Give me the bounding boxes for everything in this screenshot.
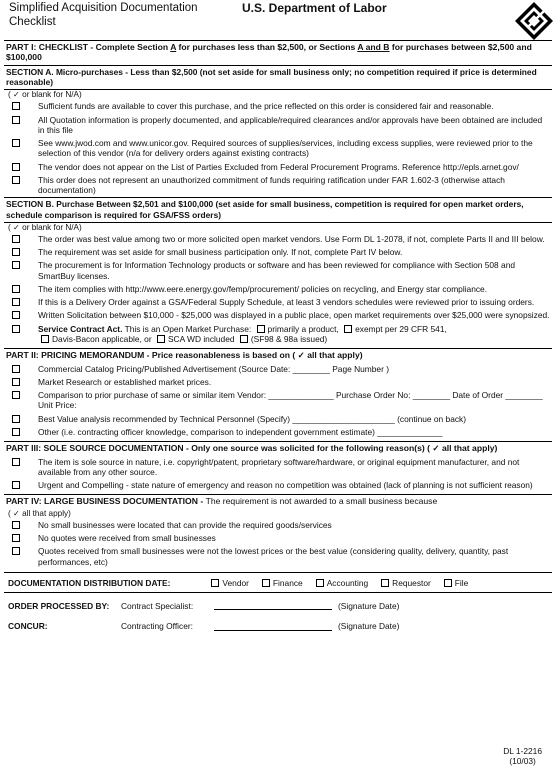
- sectionB-item-5: [4, 296, 552, 309]
- checkbox[interactable]: [12, 311, 20, 319]
- item-text: Quotes received from small businesses were not the lowest prices or the best value (considering quality, delivery, quantity, past performances, etc): [38, 546, 509, 567]
- part4-title: [4, 495, 552, 508]
- part4-item-3: [4, 545, 552, 569]
- concur-row: [4, 618, 552, 634]
- part2-item-3: [4, 389, 552, 413]
- dol-logo-icon: [514, 1, 554, 41]
- part4-hint: ( ✓ all that apply): [8, 508, 71, 518]
- item-text: The vendor does not appear on the List of Parties Excluded from Federal Procurement Programs. Reference http://epls.arnet.gov/: [38, 161, 519, 172]
- checkbox[interactable]: [12, 116, 20, 124]
- option-requestor: Requestor: [392, 577, 431, 588]
- checkbox[interactable]: [12, 102, 20, 110]
- item-text: Urgent and Compelling - state nature of emergency and reason no competition was obtained (lack of planning is not sufficient reason): [38, 480, 533, 491]
- sectionB-item-3: [4, 259, 552, 283]
- checkbox[interactable]: [12, 415, 20, 423]
- requestor-checkbox[interactable]: [381, 579, 389, 587]
- sectionA-item-2: [4, 114, 552, 138]
- document-title: [9, 2, 198, 30]
- sectionA-item-3: [4, 137, 552, 161]
- processed-by-row: [4, 598, 552, 614]
- checkbox[interactable]: [12, 458, 20, 466]
- form-footer: [503, 746, 542, 766]
- part3-item-2: [4, 479, 552, 492]
- sectionA-title: SECTION A. Micro-purchases - Less than $2,500 (not set aside for small business only; no competition required if price is determined reasonable): [6, 66, 537, 88]
- title-line-2: Checklist: [9, 15, 56, 28]
- service-option-4: SCA WD included: [167, 333, 235, 344]
- item-text: No quotes were received from small businesses: [38, 533, 216, 544]
- finance-checkbox[interactable]: [262, 579, 270, 587]
- service-option-1: primarily a product,: [267, 323, 339, 334]
- part3-title: PART III: SOLE SOURCE DOCUMENTATION - Only one source was solicited for the following reason(s) ( ✓ all that apply): [6, 443, 498, 454]
- item-text: No small businesses were located that can provide the required goods/services: [38, 519, 332, 530]
- item-text: The procurement is for Information Technology products or software and has been reviewed for compliance with Section 508 and SmartBuy licenses.: [38, 260, 516, 281]
- service-option-3: Davis-Bacon applicable, or: [52, 333, 152, 344]
- item-text: Written Solicitation between $10,000 - $25,000 was displayed in a public place, open market requirements over $25,000 were synopsized.: [38, 310, 550, 321]
- checkbox[interactable]: [12, 547, 20, 555]
- form-date: (10/03): [509, 755, 536, 766]
- checkbox[interactable]: [41, 335, 49, 343]
- item-text: Best Value analysis recommended by Technical Personnel (Specify) ______________________ (continue on back): [38, 413, 467, 424]
- part2-title: PART II: PRICING MEMORANDUM - Price reasonableness is based on ( ✓ all that apply): [6, 350, 363, 361]
- sectionB-item-1: [4, 233, 552, 246]
- form-header: [4, 0, 552, 40]
- checkbox[interactable]: [257, 325, 265, 333]
- item-text: This order does not represent an unauthorized commitment of funds requiring ratification under FAR 1.602-3 (otherwise attach documentation): [38, 174, 505, 196]
- part2-item-1: [4, 363, 552, 376]
- checkbox[interactable]: [12, 176, 20, 184]
- part4-title-bold: PART IV: LARGE BUSINESS DOCUMENTATION -: [6, 496, 204, 507]
- sectionB-item-2: [4, 246, 552, 259]
- processed-sig-hint: (Signature Date): [338, 601, 400, 612]
- processed-signature-line[interactable]: [214, 602, 332, 610]
- part3-item-1: [4, 456, 552, 480]
- processed-role: Contract Specialist:: [121, 601, 194, 612]
- checkbox[interactable]: [344, 325, 352, 333]
- part4-item-1: [4, 519, 552, 532]
- part4-title-rest: The requirement is not awarded to a small business because: [205, 496, 438, 507]
- processed-label: ORDER PROCESSED BY:: [8, 601, 110, 612]
- part1-title: PART I: CHECKLIST - Complete Section A for purchases less than $2,500, or Sections A and B for purchases between $2,500 and $100,000: [6, 42, 532, 63]
- checkbox[interactable]: [12, 261, 20, 269]
- option-vendor: Vendor: [222, 577, 249, 588]
- item-text: All Quotation information is properly documented, and applicable/required clearances and/or approvals have been obtained are included in this file: [38, 114, 543, 135]
- service-option-5: (SF98 & 98a issued): [250, 333, 328, 344]
- checkbox[interactable]: [12, 325, 20, 333]
- option-accounting: Accounting: [326, 577, 369, 588]
- checkbox[interactable]: [157, 335, 165, 343]
- item-text: The order was best value among two or more solicited open market vendors. Use Form DL 1-2078, if not, complete Parts II and III below.: [38, 233, 545, 244]
- item-text: The requirement was set aside for small business participation only. If not, complete Part IV below.: [38, 247, 403, 258]
- concur-role: Contracting Officer:: [121, 621, 193, 632]
- item-text: Comparison to prior purchase of same or similar item Vendor: ______________ Purchase Order No: ________ Date of Order ________ Unit Price:: [38, 390, 543, 411]
- title-line-1: Simplified Acquisition Documentation: [9, 2, 198, 14]
- sectionB-title: SECTION B. Purchase Between $2,501 and $100,000 (set aside for small business, competition is required for open market orders, schedule comparison is required for GSA/FSS orders): [6, 199, 524, 220]
- option-file: File: [454, 577, 469, 588]
- agency-name: U.S. Department of Labor: [242, 1, 387, 15]
- item-text: Other (i.e. contracting officer knowledge, comparison to independent government estimate) ______________: [38, 426, 443, 437]
- form-number: DL 1-2216: [503, 745, 542, 756]
- checkbox[interactable]: [12, 298, 20, 306]
- sectionA-item-5: [4, 174, 552, 198]
- sectionB-item-4: [4, 283, 552, 296]
- checkbox[interactable]: [12, 365, 20, 373]
- part2-item-4: [4, 413, 552, 426]
- checkbox[interactable]: [12, 534, 20, 542]
- checkbox[interactable]: [240, 335, 248, 343]
- file-checkbox[interactable]: [444, 579, 452, 587]
- item-text: Commercial Catalog Pricing/Published Advertisement (Source Date: ________ Page Number ): [38, 363, 389, 374]
- concur-sig-hint: (Signature Date): [338, 621, 400, 632]
- checkbox[interactable]: [12, 163, 20, 171]
- item-text: Market Research or established market prices.: [38, 376, 212, 387]
- checkbox[interactable]: [12, 391, 20, 399]
- service-lead: Service Contract Act.: [38, 323, 123, 334]
- checkbox[interactable]: [12, 235, 20, 243]
- checkbox[interactable]: [12, 481, 20, 489]
- sectionB-service-contract: [4, 323, 552, 347]
- item-text: The item is sole source in nature, i.e. copyright/patent, proprietary software/hardware, or original equipment manufacturer, and not available from any other source.: [38, 456, 520, 477]
- distribution-row: [4, 573, 552, 592]
- item-text: The item complies with http://www.eere.energy.gov/femp/procurement/ policies on recycling, and Energy star compliance.: [38, 283, 488, 294]
- accounting-checkbox[interactable]: [316, 579, 324, 587]
- item-text: If this is a Delivery Order against a GSA/Federal Supply Schedule, at least 3 vendors schedules were reviewed prior to issuing orders.: [38, 297, 535, 308]
- sectionB-item-6: [4, 309, 552, 322]
- checkbox[interactable]: [12, 428, 20, 436]
- vendor-checkbox[interactable]: [211, 579, 219, 587]
- sectionB-hint: ( ✓ or blank for N/A): [8, 222, 82, 232]
- service-option-2: exempt per 29 CFR 541,: [355, 323, 447, 334]
- item-text: See www.jwod.com and www.unicor.gov. Required sources of supplies/services, including excess supplies, were reviewed prior to the selection of this vendor (n/a for delivery orders against existing contracts): [38, 138, 533, 159]
- sectionA-item-1: [4, 100, 552, 113]
- checkbox[interactable]: [12, 139, 20, 147]
- part2-item-5: [4, 426, 552, 439]
- sectionA-item-4: [4, 161, 552, 174]
- service-contract-text: [38, 324, 550, 345]
- checkbox[interactable]: [12, 378, 20, 386]
- sectionA-hint: ( ✓ or blank for N/A): [8, 90, 82, 100]
- checkbox[interactable]: [12, 248, 20, 256]
- checkbox[interactable]: [12, 285, 20, 293]
- distribution-label: DOCUMENTATION DISTRIBUTION DATE:: [8, 577, 171, 588]
- concur-label: CONCUR:: [8, 621, 48, 632]
- concur-signature-line[interactable]: [214, 623, 332, 631]
- service-text: This is an Open Market Purchase:: [124, 323, 252, 334]
- checkbox[interactable]: [12, 521, 20, 529]
- part4-item-2: [4, 532, 552, 545]
- option-finance: Finance: [272, 577, 303, 588]
- item-text: Sufficient funds are available to cover this purchase, and the price reflected on this order is considered fair and reasonable.: [38, 101, 494, 112]
- part2-item-2: [4, 376, 552, 389]
